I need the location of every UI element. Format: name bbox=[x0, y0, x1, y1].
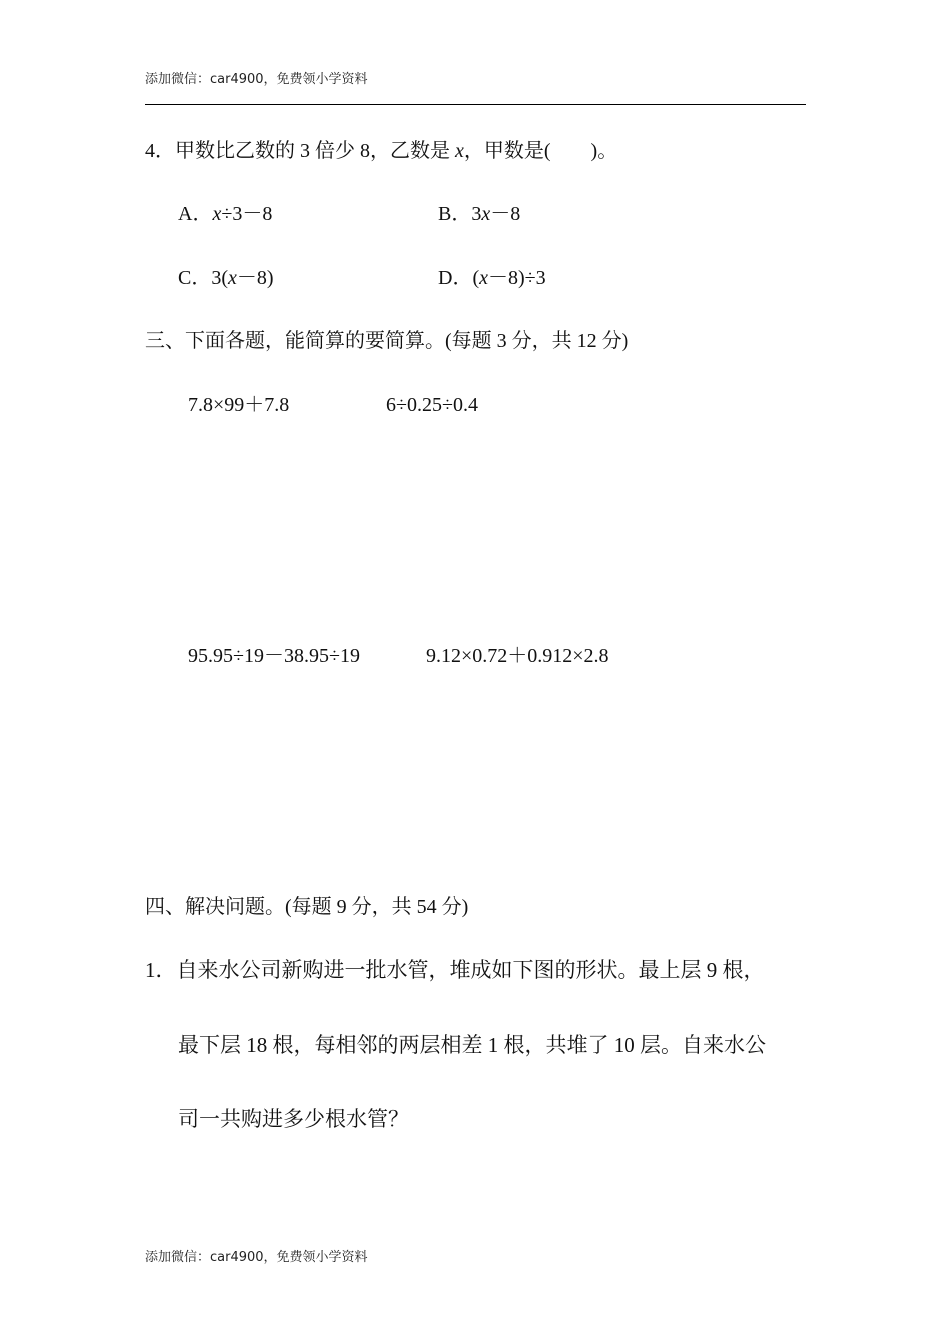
option-a[interactable] bbox=[178, 202, 272, 226]
option-b[interactable] bbox=[438, 202, 520, 226]
header-divider bbox=[145, 104, 806, 105]
page-header-text: 添加微信：car4900，免费领小学资料 bbox=[145, 72, 368, 87]
option-c[interactable] bbox=[178, 266, 274, 290]
section-3-heading: 三、下面各题，能简算的要简算。(每题 3 分，共 12 分) bbox=[145, 330, 629, 352]
section-4-heading: 四、解决问题。(每题 9 分，共 54 分) bbox=[145, 896, 469, 918]
page-footer-text: 添加微信：car4900，免费领小学资料 bbox=[145, 1250, 368, 1265]
option-b-label: B．3 bbox=[438, 203, 482, 225]
expression-2: 6÷0.25÷0.4 bbox=[386, 394, 478, 416]
option-d-var: x bbox=[479, 267, 488, 289]
option-a-rest: ÷3－8 bbox=[221, 203, 273, 225]
option-b-rest: －8 bbox=[490, 203, 521, 225]
question-4-stem-prefix: 4．甲数比乙数的 3 倍少 8，乙数是 bbox=[145, 140, 455, 162]
option-c-rest: －8) bbox=[236, 267, 274, 289]
option-d[interactable] bbox=[438, 266, 546, 290]
option-a-label: A． bbox=[178, 203, 213, 225]
expression-1: 7.8×99＋7.8 bbox=[188, 394, 290, 416]
option-a-var: x bbox=[212, 203, 222, 225]
question-4-stem bbox=[145, 139, 617, 163]
expression-4: 9.12×0.72＋0.912×2.8 bbox=[426, 645, 609, 667]
option-b-var: x bbox=[481, 203, 491, 225]
option-d-rest: －8)÷3 bbox=[488, 267, 546, 289]
problem-1-line-1: 1．自来水公司新购进一批水管，堆成如下图的形状。最上层 9 根， bbox=[145, 958, 765, 982]
expression-3: 95.95÷19－38.95÷19 bbox=[188, 645, 360, 667]
option-d-label: D．( bbox=[438, 267, 480, 289]
problem-1-line-2: 最下层 18 根，每相邻的两层相差 1 根，共堆了 10 层。自来水公 bbox=[178, 1033, 766, 1057]
option-c-var: x bbox=[228, 267, 237, 289]
question-4-stem-var: x bbox=[455, 140, 464, 162]
question-4-stem-suffix: ，甲数是( )。 bbox=[463, 140, 618, 162]
option-c-label: C．3( bbox=[178, 267, 228, 289]
problem-1-line-3: 司一共购进多少根水管？ bbox=[178, 1107, 409, 1131]
